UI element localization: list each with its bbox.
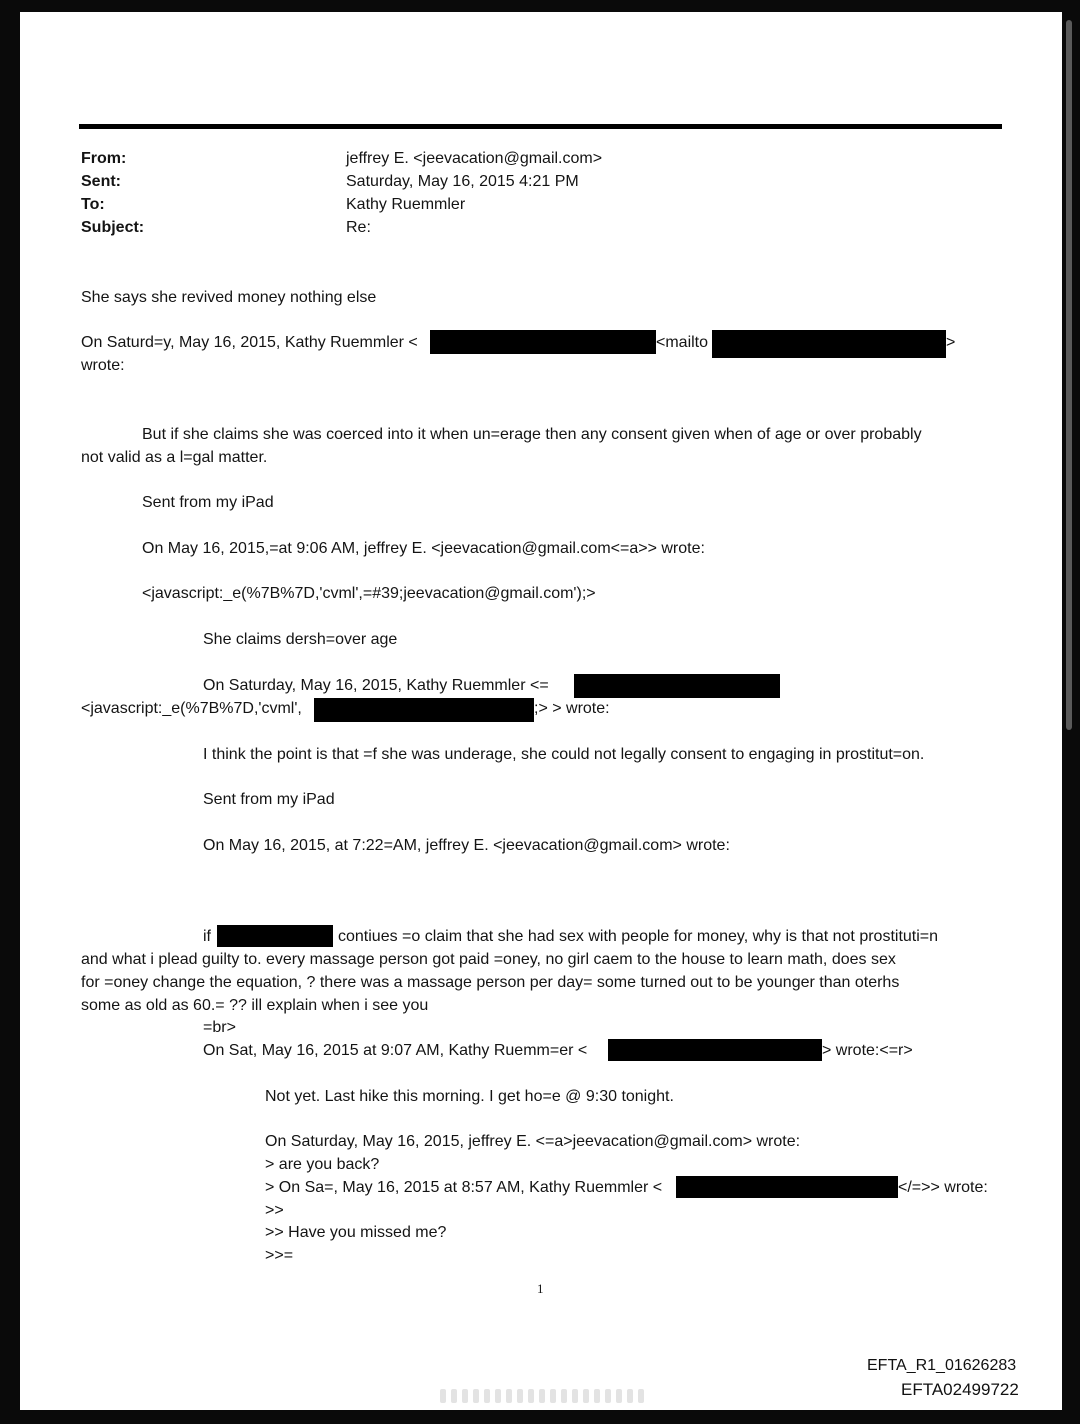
body-line: She claims dersh=over age [203, 631, 398, 648]
subject-label: Subject: [81, 219, 145, 236]
scrollbar[interactable] [1066, 20, 1072, 730]
redaction-box [712, 330, 946, 358]
to-value: Kathy Ruemmler [346, 196, 466, 213]
body-line: > [946, 334, 956, 351]
body-line: >> Have you missed me? [265, 1224, 447, 1241]
body-line: wrote: [81, 357, 125, 374]
body-line: On May 16, 2015, at 7:22=AM, jeffrey E. <jeevacation@gmail.com> wrote: [203, 837, 730, 854]
body-line: But if she claims she was coerced into it when un=erage then any consent given when of age or over probably [142, 426, 922, 443]
redaction-box [574, 674, 780, 698]
body-line: She says she revived money nothing else [81, 289, 377, 306]
footer-id-2: EFTA02499722 [901, 1380, 1019, 1399]
sent-label: Sent: [81, 173, 121, 190]
from-label: From: [81, 150, 127, 167]
body-line: > are you back? [265, 1156, 380, 1173]
body-line: if [203, 928, 211, 945]
to-label: To: [81, 196, 105, 213]
subject-value: Re: [346, 219, 371, 236]
body-line: Sent from my iPad [203, 791, 335, 808]
body-line: <javascript:_e(%7B%7D,'cvml', [81, 700, 302, 717]
body-line: On Saturday, May 16, 2015, jeffrey E. <=a>jeevacation@gmail.com> wrote: [265, 1133, 801, 1150]
body-line: >> [265, 1202, 284, 1219]
footer-id-1: EFTA_R1_01626283 [867, 1357, 1017, 1374]
watermark-bars [440, 1386, 650, 1406]
body-line: On Saturd=y, May 16, 2015, Kathy Ruemmler < [81, 334, 418, 351]
redaction-box [430, 330, 656, 354]
from-value: jeffrey E. <jeevacation@gmail.com> [346, 150, 603, 167]
body-line: On May 16, 2015,=at 9:06 AM, jeffrey E. <jeevacation@gmail.com<=a>> wrote: [142, 540, 705, 557]
body-line: </=>> wrote: [898, 1179, 988, 1196]
body-line: ;> > wrote: [534, 700, 610, 717]
body-line: some as old as 60.= ?? ill explain when i see you [81, 997, 429, 1014]
sent-value: Saturday, May 16, 2015 4:21 PM [346, 173, 579, 190]
redaction-box [608, 1039, 822, 1061]
header-rule [79, 124, 1002, 129]
body-line: =br> [203, 1019, 236, 1036]
body-line: and what i plead guilty to. every massage person got paid =oney, no girl caem to the house to learn math, does sex [81, 951, 896, 968]
body-line: Not yet. Last hike this morning. I get ho=e @ 9:30 tonight. [265, 1088, 674, 1105]
document-page [20, 12, 1062, 1410]
body-line: for =oney change the equation, ? there was a massage person per day= some turned out to be younger than oterhs [81, 974, 900, 991]
body-line: <javascript:_e(%7B%7D,'cvml',=#39;jeevacation@gmail.com');> [142, 585, 596, 602]
body-line: <mailto [656, 334, 709, 351]
body-line: On Sat, May 16, 2015 at 9:07 AM, Kathy Ruemm=er < [203, 1042, 588, 1059]
page-number: 1 [537, 1281, 544, 1296]
body-line: > On Sa=, May 16, 2015 at 8:57 AM, Kathy Ruemmler < [265, 1179, 663, 1196]
body-line: I think the point is that =f she was underage, she could not legally consent to engaging in prostitut=on. [203, 746, 925, 763]
body-line: >>= [265, 1247, 294, 1264]
body-line: not valid as a l=gal matter. [81, 449, 268, 466]
redaction-box [676, 1176, 898, 1198]
redaction-box [217, 925, 333, 947]
redaction-box [314, 698, 534, 722]
body-line: > wrote:<=r> [822, 1042, 913, 1059]
body-line: contiues =o claim that she had sex with people for money, why is that not prostituti=n [338, 928, 939, 945]
body-line: On Saturday, May 16, 2015, Kathy Ruemmler <= [203, 677, 549, 694]
body-line: Sent from my iPad [142, 494, 274, 511]
